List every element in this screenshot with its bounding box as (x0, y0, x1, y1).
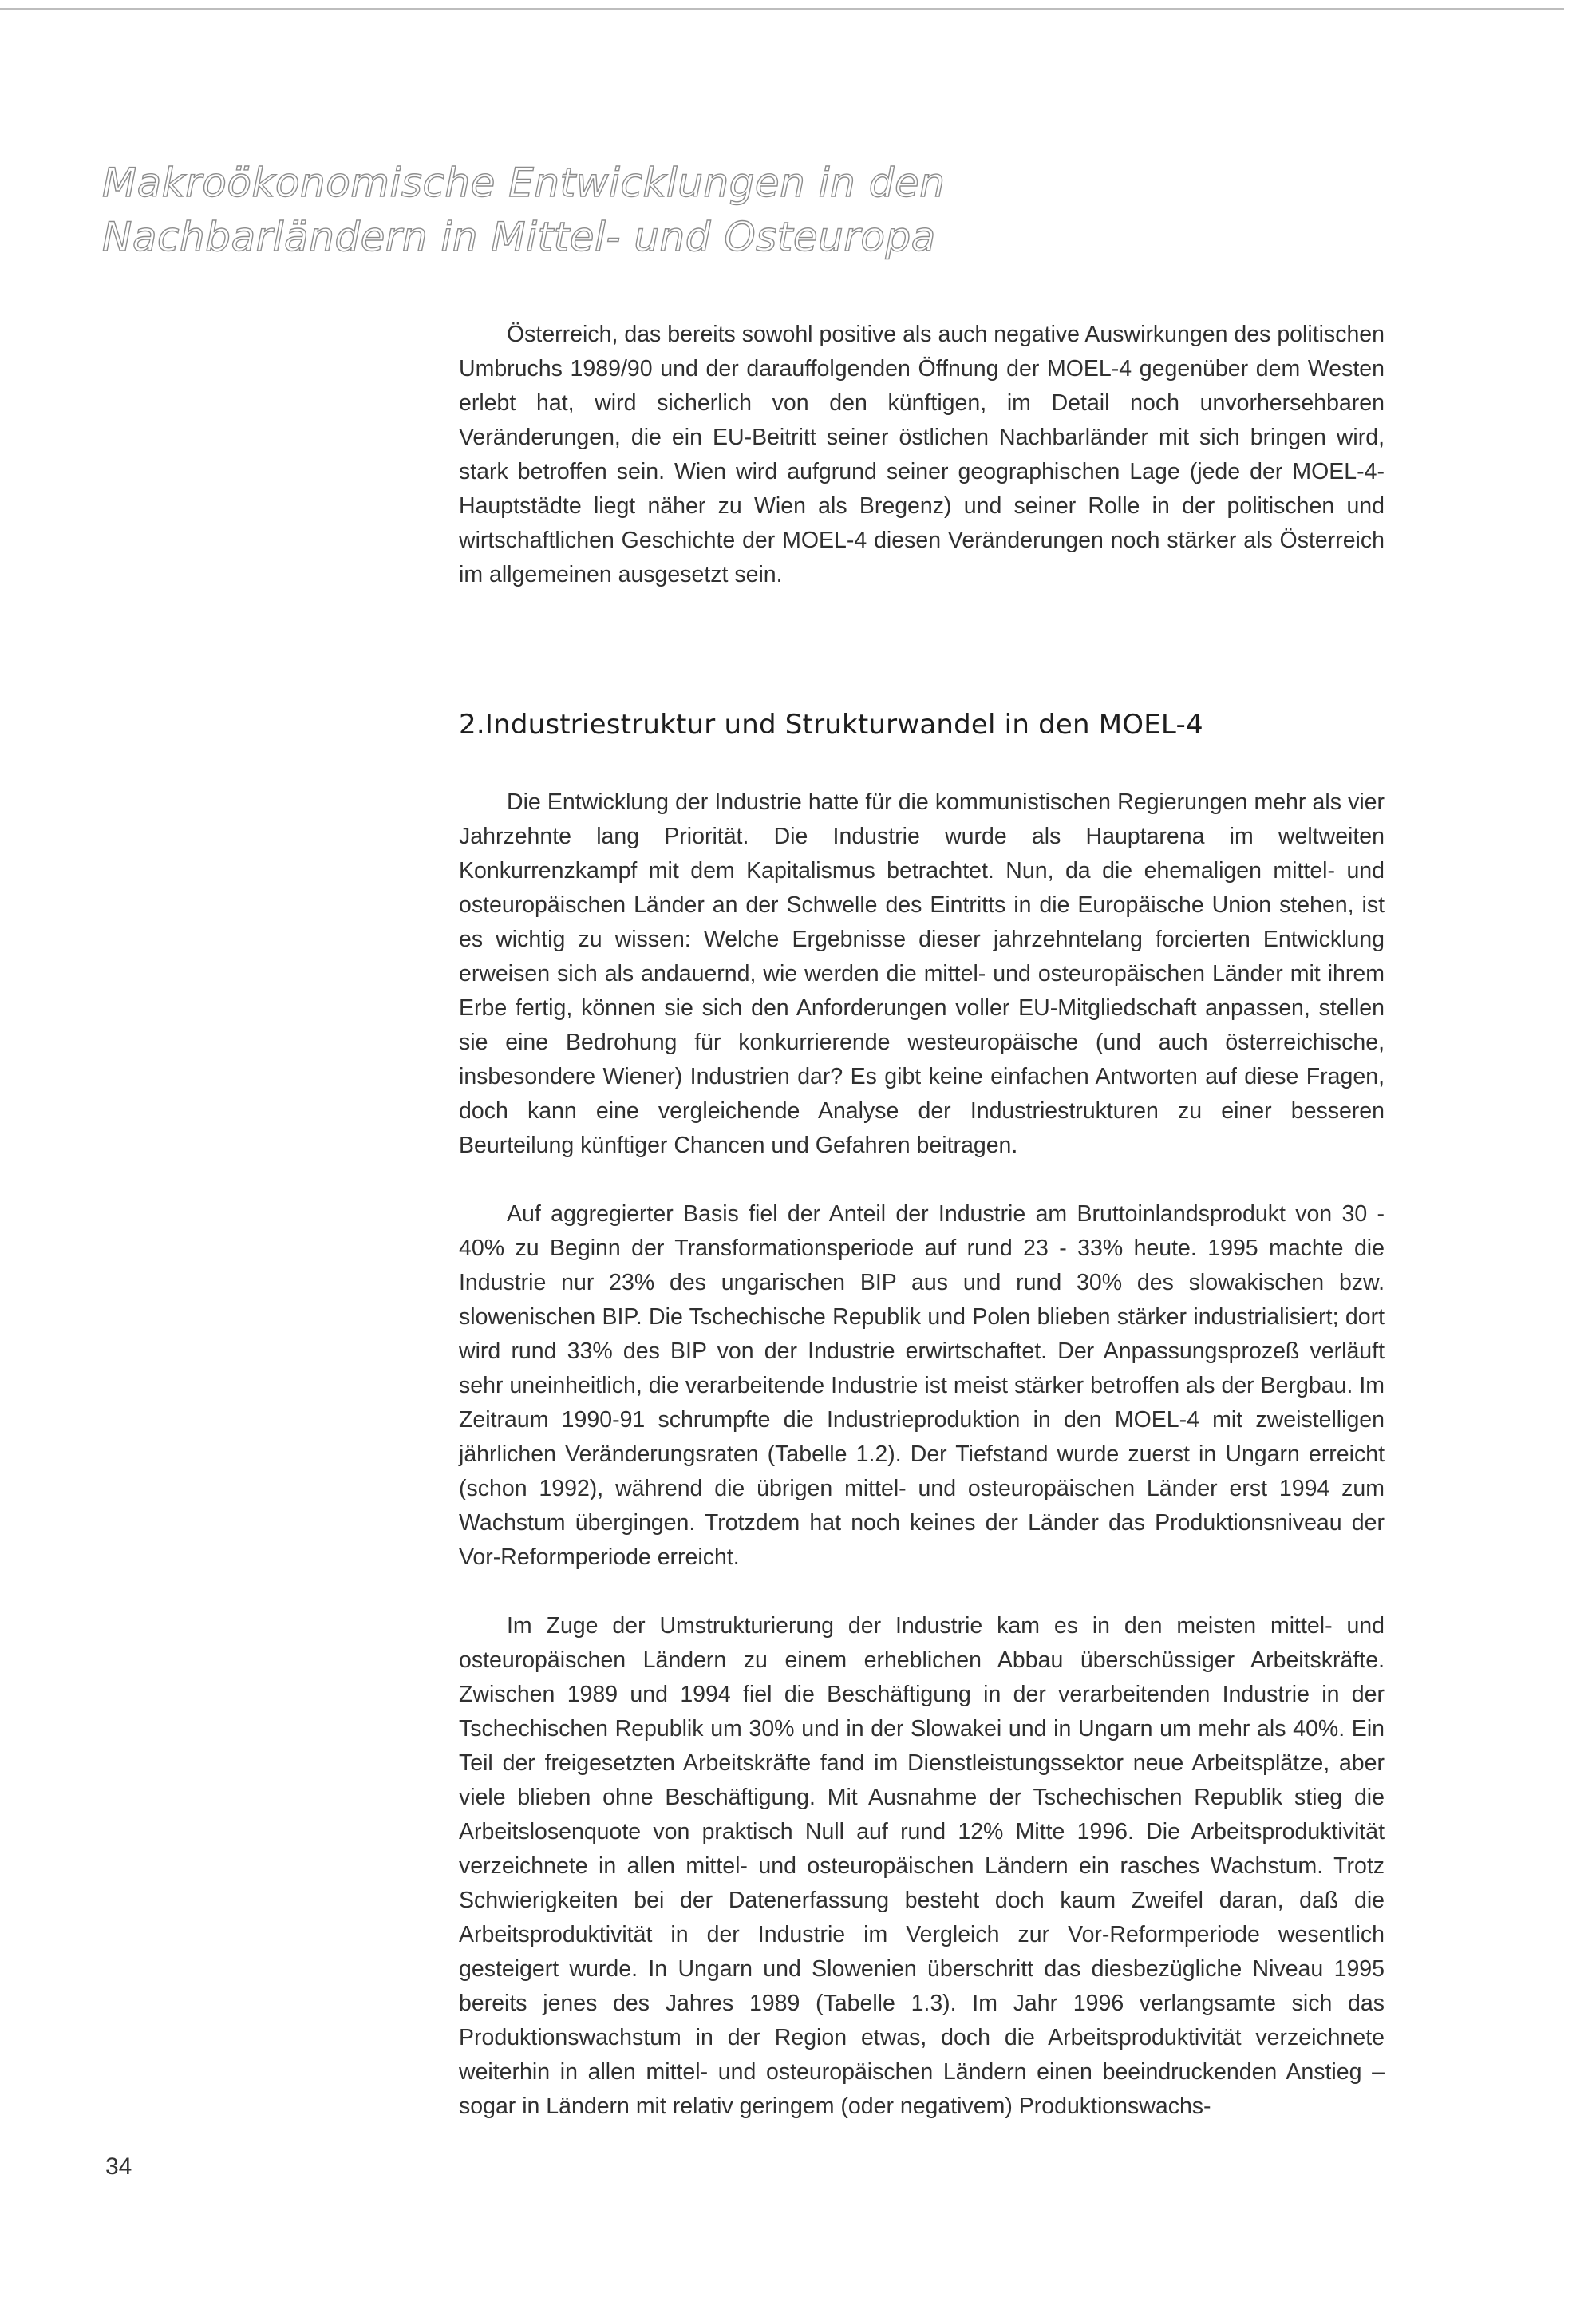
body-paragraph-1: Die Entwicklung der Industrie hatte für die kommunistischen Regierungen mehr als vier Jahrzehnte lang Priorität. Die Industrie wurde als Hauptarena im weltweiten Konkurrenzkampf mit dem Kapitalismus betrachtet. Nun, da die ehemaligen mittel- und osteuropäischen Länder an der Schwelle des Eintritts in die Europäische Union stehen, ist es wichtig zu wissen: Welche Ergebnisse dieser jahrzehntelang forcierten Entwicklung erweisen sich als andauernd, wie werden die mittel- und osteuropäischen Länder mit ihrem Erbe fertig, können sie sich den Anforderungen voller EU-Mitgliedschaft anpassen, stellen sie eine Bedrohung für konkurrierende westeuropäische (und auch österreichische, insbesondere Wiener) Industrien dar? Es gibt keine einfachen Antworten auf diese Fragen, doch kann eine vergleichende Analyse der Industriestrukturen zu einer besseren Beurteilung künftiger Chancen und Gefahren beitragen. (459, 789, 1385, 1158)
page-title-line-2: Nachbarländern in Mittel- und Osteuropa (102, 214, 936, 260)
section-heading (459, 709, 1385, 741)
page-title (102, 156, 980, 264)
section-heading-text: Industriestruktur und Strukturwandel in den MOEL-4 (484, 709, 1203, 741)
body-paragraph-3: Im Zuge der Umstrukturierung der Industrie kam es in den meisten mittel- und osteuropäischen Ländern zu einem erheblichen Abbau überschüssiger Arbeitskräfte. Zwischen 1989 und 1994 fiel die Beschäftigung in der verarbeitenden Industrie in der Tschechischen Republik um 30% und in der Slowakei und in Ungarn um mehr als 40%. Ein Teil der freigesetzten Arbeitskräfte fand im Dienstleistungssektor neue Arbeitsplätze, aber viele blieben ohne Beschäftigung. Mit Ausnahme der Tschechischen Republik stieg die Arbeitslosenquote von praktisch Null auf rund 12% Mitte 1996. Die Arbeitsproduktivität verzeichnete in allen mittel- und osteuropäischen Ländern ein rasches Wachstum. Trotz Schwierigkeiten bei der Datenerfassung besteht doch kaum Zweifel daran, daß die Arbeitsproduktivität in der Industrie im Vergleich zur Vor-Reformperiode wesentlich gesteigert wurde. In Ungarn und Slowenien überschritt das diesbezügliche Niveau 1995 bereits jenes des Jahres 1989 (Tabelle 1.3). Im Jahr 1996 verlangsamte sich das Produktionswachstum in der Region etwas, doch die Arbeitsproduktivität verzeichnete weiterhin in allen mittel- und osteuropäischen Ländern einen beeindruckenden Anstieg – sogar in Ländern mit relativ geringem (oder negativem) Produktionswachs- (459, 1613, 1385, 2119)
intro-paragraph: Österreich, das bereits sowohl positive als auch negative Auswirkungen des politischen Umbruchs 1989/90 und der darauffolgenden Öffnung der MOEL-4 gegenüber dem Westen erlebt hat, wird sicherlich von den künftigen, im Detail noch unvorhersehbaren Veränderungen, die ein EU-Beitritt seiner östlichen Nachbarländer mit sich bringen wird, stark betroffen sein. Wien wird aufgrund seiner geographischen Lage (jede der MOEL-4-Hauptstädte liegt näher zu Wien als Bregenz) und seiner Rolle in der politischen und wirtschaftlichen Geschichte der MOEL-4 diesen Veränderungen noch stärker als Österreich im allgemeinen ausgesetzt sein. (459, 322, 1385, 587)
main-content (459, 318, 1385, 2124)
page-title-line-1: Makroökonomische Entwicklungen in den (102, 160, 946, 206)
body-paragraph-2: Auf aggregierter Basis fiel der Anteil der Industrie am Bruttoinlandsprodukt von 30 - 40% zu Beginn der Transformationsperiode auf rund 23 - 33% heute. 1995 machte die Industrie nur 23% des ungarischen BIP aus und rund 30% des slowakischen bzw. slowenischen BIP. Die Tschechische Republik und Polen blieben stärker industrialisiert; dort wird rund 33% des BIP von der Industrie erwirtschaftet. Der Anpassungsprozeß verläuft sehr uneinheitlich, die verarbeitende Industrie ist meist stärker betroffen als der Bergbau. Im Zeitraum 1990-91 schrumpfte die Industrieproduktion in den MOEL-4 mit zweistelligen jährlichen Veränderungsraten (Tabelle 1.2). Der Tiefstand wurde zuerst in Ungarn erreicht (schon 1992), während die übrigen mittel- und osteuropäischen Länder erst 1994 zum Wachstum übergingen. Trotzdem hat noch keines der Länder das Produktionsniveau der Vor-Reformperiode erreicht. (459, 1201, 1385, 1570)
page-number: 34 (105, 2153, 132, 2180)
section-number: 2. (459, 709, 485, 741)
top-rule (0, 8, 1564, 10)
